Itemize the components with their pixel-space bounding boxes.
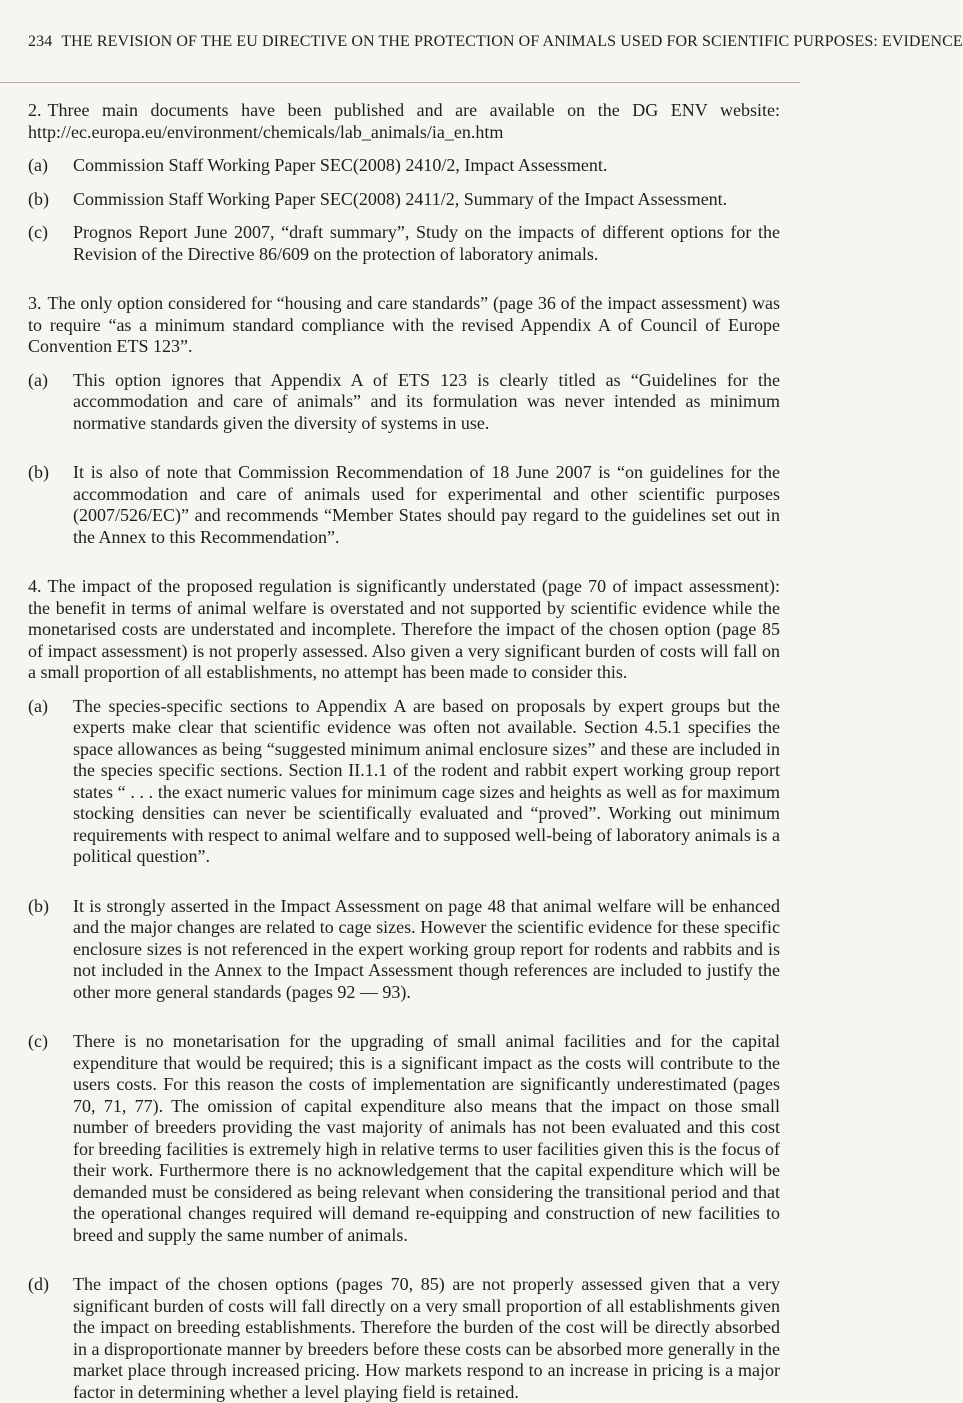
paragraph-text — [28, 293, 780, 358]
subparagraph-text: There is no monetarisation for the upgrading of small animal facilities and for the capital expenditure that would be required; this is a significant impact as the costs will contribute to the users costs. For this reason the costs of implementation are significantly underestimated (pages 70, 71, 77). The omission of capital expenditure also means that the impact on those small number of breeders providing the vast majority of animals has not been evaluated and this cost for breeding facilities is extremely high in relative terms to user facilities given this is the focus of their work. Furthermore there is no acknowledgement that the capital expenditure which will be demanded must be considered as being relevant when considering the transitional period and that the operational changes required will demand re-equipping and construction of new facilities to breed and supply the same number of animals. — [73, 1031, 780, 1246]
paragraph-body: The impact of the proposed regulation is significantly understated (page 70 of impact assessment): the benefit in terms of animal welfare is overstated and not supported by scientific evidence while the monetarised costs are understated and incomplete. Therefore the impact of the chosen option (page 85 of impact assessment) is not properly assessed. Also given a very significant burden of costs will fall on a small proportion of all establishments, no attempt has been made to consider this. — [28, 576, 780, 682]
subparagraph-label: (b) — [28, 462, 73, 548]
running-title: THE REVISION OF THE EU DIRECTIVE ON THE PROTECTION OF ANIMALS USED FOR SCIENTIFIC PURPOSES: EVIDENCE — [61, 33, 962, 50]
subparagraph-text: Prognos Report June 2007, “draft summary”, Study on the impacts of different options for the Revision of the Directive 86/609 on the protection of laboratory animals. — [73, 222, 780, 265]
paragraph-2 — [28, 100, 780, 265]
paragraph-body: The only option considered for “housing and care standards” (page 36 of the impact assessment) was to require “as a minimum standard compliance with the revised Appendix A of Council of Europe Convention ETS 123”. — [28, 293, 780, 356]
subparagraph-text: It is strongly asserted in the Impact Assessment on page 48 that animal welfare will be enhanced and the major changes are related to cage sizes. However the scientific evidence for these specific enclosure sizes is not referenced in the expert working group report for rodents and rabbits and is not included in the Annex to the Impact Assessment though references are included to justify the other more general standards (pages 92 — 93). — [73, 896, 780, 1004]
subparagraph-text: Commission Staff Working Paper SEC(2008) 2411/2, Summary of the Impact Assessment. — [73, 189, 780, 211]
subparagraph — [28, 189, 780, 211]
page-body — [28, 100, 780, 1403]
subparagraph-label: (b) — [28, 896, 73, 1004]
subparagraph-text: Commission Staff Working Paper SEC(2008) 2410/2, Impact Assessment. — [73, 155, 780, 177]
subparagraph — [28, 222, 780, 265]
paragraph-body: Three main documents have been published and are available on the DG ENV website: http://ec.europa.eu/environment/chemicals/lab_animals/ia_en.htm — [28, 100, 780, 142]
subparagraph-label: (a) — [28, 370, 73, 435]
subparagraph-text: It is also of note that Commission Recommendation of 18 June 2007 is “on guidelines for the accommodation and care of animals used for experimental and other scientific purposes (2007/526/EC)” and recommends “Member States should pay regard to the guidelines set out in the Annex to this Recommendation”. — [73, 462, 780, 548]
paragraph-text — [28, 576, 780, 684]
header-divider — [0, 82, 800, 83]
paragraph-number: 2. — [28, 100, 42, 120]
subparagraph-list — [28, 370, 780, 549]
paragraph-text — [28, 100, 780, 143]
subparagraph-text: The species-specific sections to Appendix A are based on proposals by expert groups but the experts make clear that scientific evidence was often not available. Section 4.5.1 specifies the space allowances as being “suggested minimum animal enclosure sizes” and these are included in the species specific sections. Section II.1.1 of the rodent and rabbit expert working group report states “ . . . the exact numeric values for minimum cage sizes and heights as well as for maximum stocking densities can never be scientifically evaluated and “proved”. Working out minimum requirements with respect to animal welfare and to supposed well-being of laboratory animals is a political question”. — [73, 696, 780, 868]
paragraph-number: 4. — [28, 576, 42, 596]
subparagraph-label: (d) — [28, 1274, 73, 1403]
page-header — [28, 33, 788, 51]
subparagraph-label: (b) — [28, 189, 73, 211]
subparagraph — [28, 155, 780, 177]
subparagraph — [28, 1031, 780, 1246]
subparagraph — [28, 462, 780, 548]
paragraph-4 — [28, 576, 780, 1403]
subparagraph-label: (c) — [28, 1031, 73, 1246]
subparagraph-label: (c) — [28, 222, 73, 265]
subparagraph-label: (a) — [28, 155, 73, 177]
subparagraph — [28, 896, 780, 1004]
page-number: 234 — [28, 33, 52, 50]
subparagraph-label: (a) — [28, 696, 73, 868]
subparagraph — [28, 1274, 780, 1403]
subparagraph — [28, 696, 780, 868]
paragraph-number: 3. — [28, 293, 42, 313]
subparagraph — [28, 370, 780, 435]
subparagraph-text: This option ignores that Appendix A of ETS 123 is clearly titled as “Guidelines for the accommodation and care of animals” and its formulation was never intended as minimum normative standards given the diversity of systems in use. — [73, 370, 780, 435]
subparagraph-text: The impact of the chosen options (pages 70, 85) are not properly assessed given that a very significant burden of costs will fall directly on a very small proportion of all establishments given the impact on breeding establishments. Therefore the burden of the cost will be directly absorbed in a disproportionate manner by breeders before these costs can be absorbed more generally in the market place through increased pricing. How markets respond to an increase in pricing is a major factor in determining whether a level playing field is retained. — [73, 1274, 780, 1403]
subparagraph-list — [28, 696, 780, 1403]
subparagraph-list — [28, 155, 780, 265]
paragraph-3 — [28, 293, 780, 548]
